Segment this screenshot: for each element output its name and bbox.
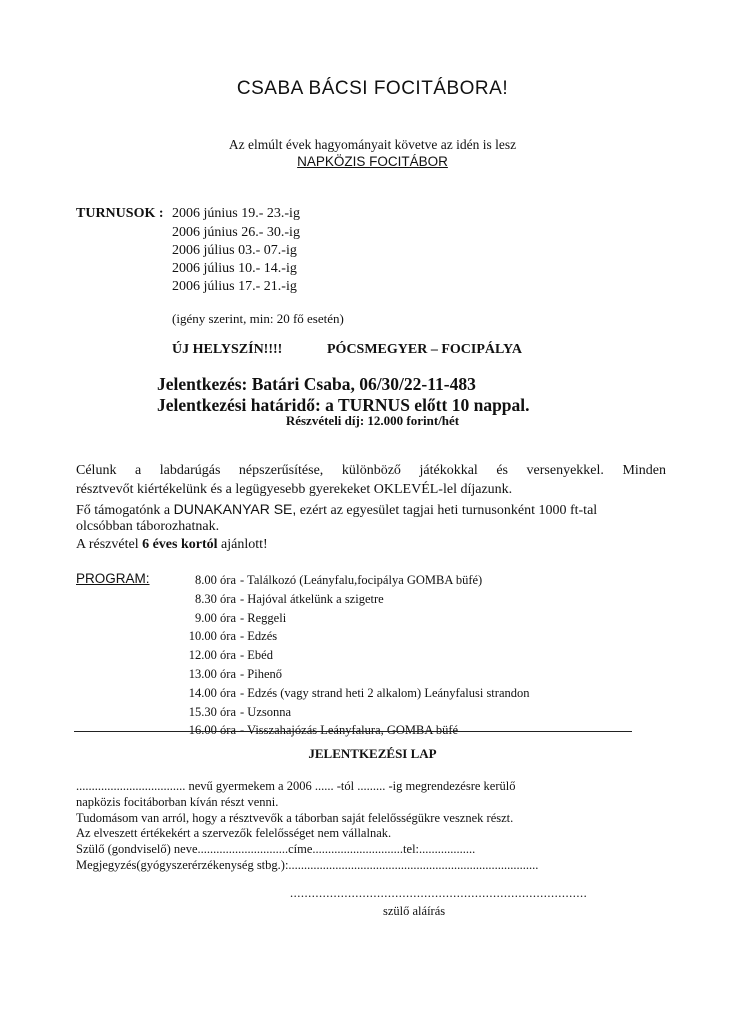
description-line (76, 537, 666, 553)
location-place: PÓCSMEGYER – FOCIPÁLYA (327, 342, 522, 357)
divider (74, 731, 632, 732)
program-time: 13.00 óra (188, 667, 236, 681)
description-line: résztvevőt kiértékelünk és a legügyesebb gyerekeket OKLEVÉL-lel díjazunk. (76, 482, 513, 497)
program-time: 16.00 óra (188, 723, 236, 737)
participation-fee: Részvételi díj: 12.000 forint/hét (285, 413, 460, 428)
subtitle: NAPKÖZIS FOCITÁBOR (297, 154, 448, 169)
program-activity: - Edzés (vagy strand heti 2 alkalom) Leányfalusi strandon (240, 686, 530, 700)
sponsor-text-pre: Fő támogatónk a (76, 503, 171, 518)
program-time: 8.30 óra (195, 592, 236, 606)
form-line: Megjegyzés(gyógyszerérzékenység stbg.):................................................................................ (76, 858, 539, 872)
program-time: 14.00 óra (188, 686, 236, 700)
age-text-post: ajánlott! (221, 537, 268, 552)
program-activity: - Pihenő (240, 667, 283, 681)
sponsor-name: DUNAKANYAR SE, (173, 501, 297, 517)
turnus-item: 2006 június 19.- 23.-ig (172, 206, 300, 221)
program-activity: - Visszahajózás Leányfalura, GOMBA büfé (240, 723, 459, 737)
form-line: napközis focitáborban kíván részt venni. (76, 795, 279, 809)
turnus-note: (igény szerint, min: 20 fő esetén) (172, 311, 344, 326)
program-activity: - Edzés (240, 629, 278, 643)
turnus-item: 2006 július 03.- 07.-ig (172, 243, 297, 258)
program-time: 10.00 óra (188, 629, 236, 643)
program-time: 9.00 óra (195, 611, 236, 625)
program-activity: - Reggeli (240, 611, 287, 625)
age-text-bold: 6 éves kortól (142, 537, 218, 552)
form-title: JELENTKEZÉSI LAP (308, 746, 437, 761)
form-line: ................................... nevű gyermekem a 2006 ...... -tól ......... -ig megrendezésre kerülő (76, 779, 516, 793)
program-activity: - Uzsonna (240, 705, 292, 719)
form-line: Tudomásom van arról, hogy a résztvevők a táborban saját felelősségükre vesznek részt. (76, 811, 514, 825)
program-activity: - Ebéd (240, 648, 273, 662)
description-line: olcsóbban táborozhatnak. (76, 519, 220, 534)
program-time: 12.00 óra (188, 648, 236, 662)
description-line (76, 501, 666, 519)
turnus-item: 2006 június 26.- 30.-ig (172, 225, 300, 240)
registration-contact: Jelentkezés: Batári Csaba, 06/30/22-11-483 (157, 374, 476, 394)
age-text-pre: A részvétel (76, 537, 139, 552)
turnusok-label: TURNUSOK : (76, 206, 164, 221)
intro-text: Az elmúlt évek hagyományait követve az idén is lesz (228, 137, 517, 152)
program-time: 8.00 óra (195, 573, 236, 587)
program-time: 15.30 óra (188, 705, 236, 719)
registration-deadline: Jelentkezési határidő: a TURNUS előtt 10 nappal. (157, 395, 530, 415)
program-label: PROGRAM: (76, 571, 150, 586)
turnus-item: 2006 július 10.- 14.-ig (172, 261, 297, 276)
form-line: Szülő (gondviselő) neve.............................címe.............................tel:.................. (76, 842, 476, 856)
turnus-item: 2006 július 17.- 21.-ig (172, 279, 297, 294)
description-line: Célunk a labdarúgás népszerűsítése, különböző játékokkal és versenyekkel. Minden (76, 463, 666, 478)
sponsor-text-post: ezért az egyesület tagjai heti turnusonként 1000 ft-tal (299, 503, 598, 518)
new-location-label: ÚJ HELYSZÍN!!!! (172, 342, 283, 357)
signature-label: szülő aláírás (383, 904, 446, 918)
page-title: CSABA BÁCSI FOCITÁBORA! (236, 78, 509, 99)
program-activity: - Hajóval átkelünk a szigetre (240, 592, 384, 606)
program-activity: - Találkozó (Leányfalu,focipálya GOMBA büfé) (240, 573, 483, 587)
signature-line: .................................................................................. (290, 886, 588, 900)
form-line: Az elveszett értékekért a szervezők felelősséget nem vállalnak. (76, 826, 392, 840)
